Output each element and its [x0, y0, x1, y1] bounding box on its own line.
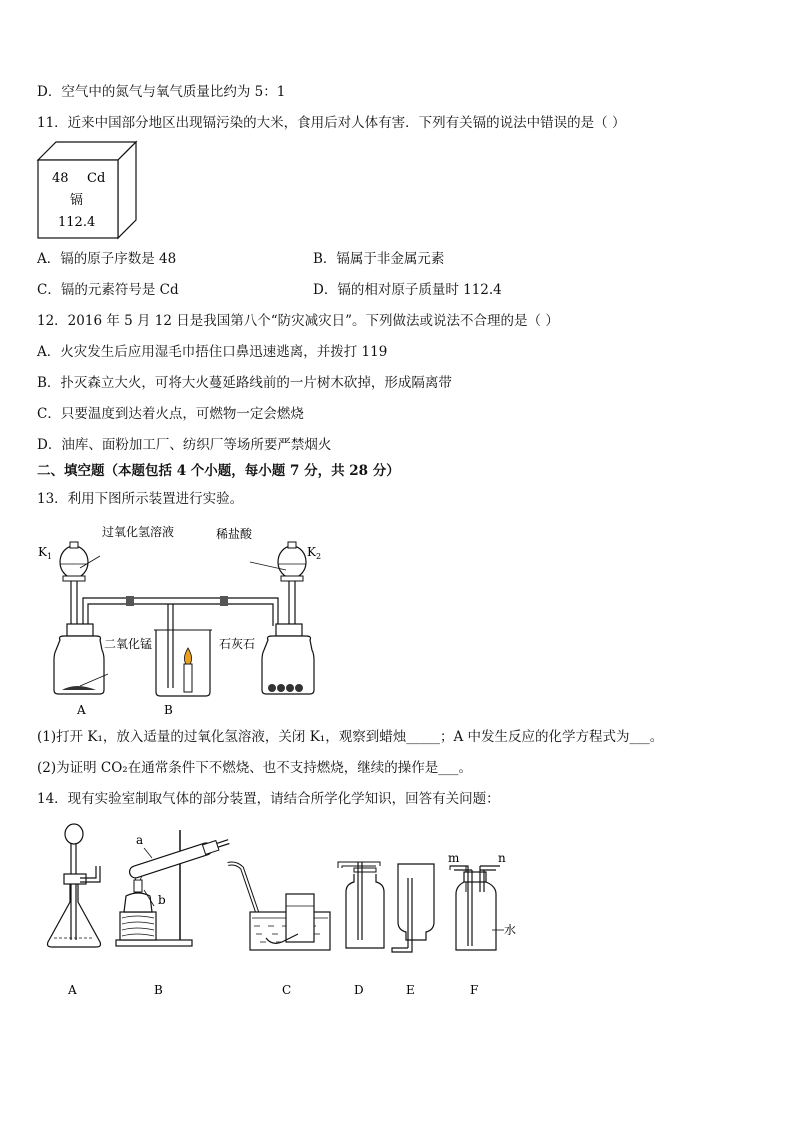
label-fig-C: C [282, 983, 292, 997]
section-title: 二、填空题（本题包括 4 个小题，每小题 7 分，共 28 分） [37, 463, 400, 479]
element-number: 48 [52, 171, 69, 186]
label-b-a-small: a [136, 833, 144, 847]
element-card-figure [36, 140, 140, 240]
label-h2o2: 过氧化氢溶液 [102, 525, 175, 539]
q12-option-c: C．只要温度到达着火点，可燃物一定会燃烧 [37, 406, 304, 422]
q11-option-d: D．镉的相对原子质量时 112.4 [313, 282, 502, 298]
label-hcl: 稀盐酸 [216, 527, 253, 541]
q11-option-a: A．镉的原子序数是 48 [37, 251, 177, 267]
label-fig-D: D [354, 983, 364, 997]
q12-option-a: A．火灾发生后应用湿毛巾捂住口鼻迅速逃离，并拨打 119 [37, 344, 388, 360]
label-k2: $K_2$ [307, 545, 322, 561]
q13-apparatus-figure [36, 520, 336, 720]
q14-apparatus-figure [36, 822, 536, 1002]
label-mno2: 二氧化锰 [104, 637, 153, 651]
label-fig-F: F [470, 983, 479, 997]
element-name: 镉 [70, 193, 84, 208]
q12-option-b: B．扑灭森立大火，可将大火蔓延路线前的一片树木砍掉，形成隔离带 [37, 375, 452, 391]
q10-option-d: D．空气中的氮气与氧气质量比约为 5：1 [37, 84, 286, 100]
q14-stem: 14．现有实验室制取气体的部分装置，请结合所学化学知识，回答有关问题： [37, 791, 500, 807]
label-water: 水 [504, 923, 517, 937]
q12-option-d: D．油库、面粉加工厂、纺织厂等场所要严禁烟火 [37, 437, 332, 453]
label-m: m [448, 851, 460, 865]
label-apparatus-b: B [164, 703, 173, 717]
label-fig-E: E [406, 983, 415, 997]
element-mass: 112.4 [58, 215, 96, 230]
q11-option-b: B．镉属于非金属元素 [313, 251, 445, 267]
label-k1: $K_1$ [38, 545, 53, 561]
label-fig-A: A [68, 983, 77, 997]
element-symbol: Cd [87, 171, 106, 186]
label-limestone: 石灰石 [219, 637, 256, 651]
label-apparatus-a: A [77, 703, 86, 717]
q12-stem: 12．2016 年 5 月 12 日是我国第八个“防灾减灾日”。下列做法或说法不合理的是（ ） [37, 313, 559, 329]
label-n: n [498, 851, 506, 865]
q13-stem: 13．利用下图所示装置进行实验。 [37, 491, 244, 507]
q13-part1: (1)打开 K₁，放入适量的过氧化氢溶液，关闭 K₁，观察到蜡烛_____；A 中发生反应的化学方程式为___。 [37, 729, 664, 745]
label-fig-B: B [154, 983, 163, 997]
label-b-b-small: b [158, 893, 166, 907]
q13-part2: (2)为证明 CO₂在通常条件下不燃烧、也不支持燃烧，继续的操作是___。 [37, 760, 472, 776]
q11-option-c: C．镉的元素符号是 Cd [37, 282, 179, 298]
q11-stem: 11．近来中国部分地区出现镉污染的大米，食用后对人体有害．下列有关镉的说法中错误的是（ ） [37, 115, 626, 131]
